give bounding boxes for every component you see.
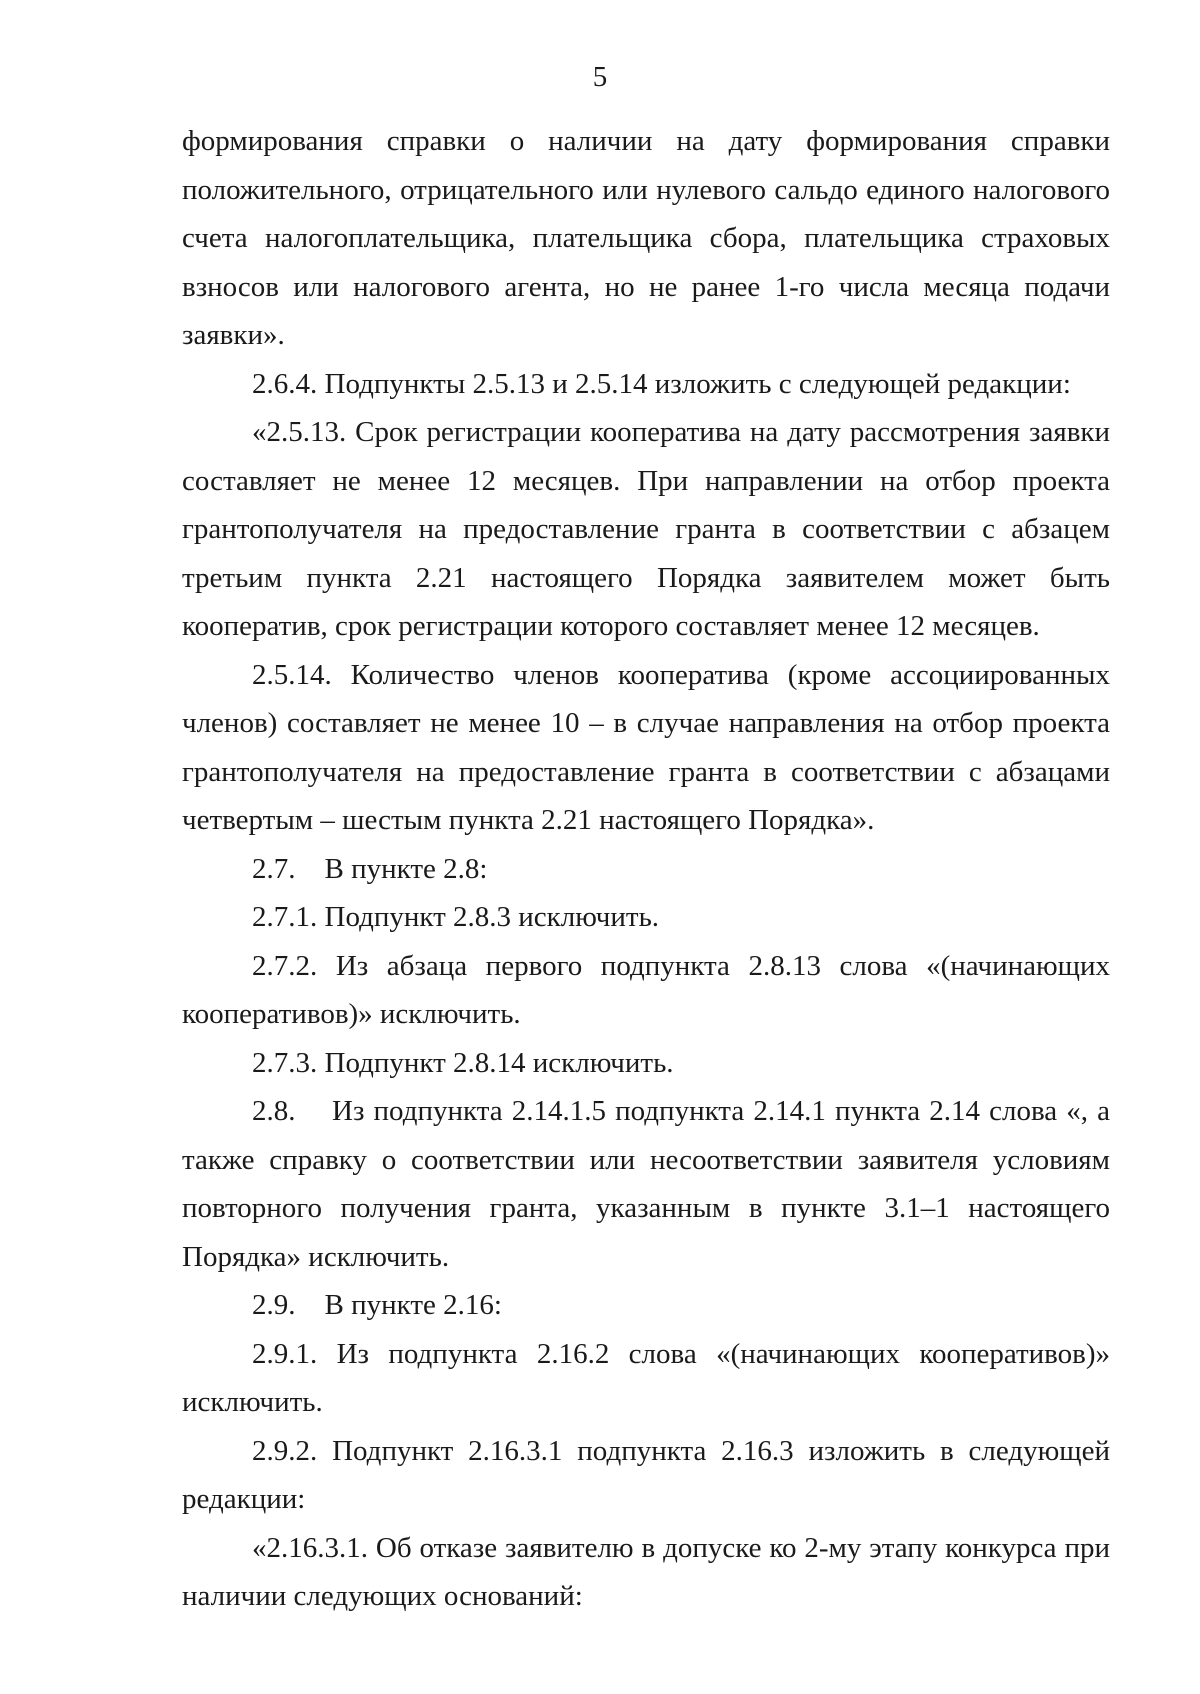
paragraph-2-7-3: 2.7.3. Подпункт 2.8.14 исключить.	[252, 1046, 674, 1079]
paragraph-2-5-13: «2.5.13. Срок регистрации кооператива на дату рассмотрения заявки составляет не менее 12 месяцев. При направлении на отбор проекта грантополучателя на предоставление гранта в соответствии с абзацем третьим пункта 2.21 настоящего Порядка заявителем может быть кооператив, срок регистрации которого составляет менее 12 месяцев.	[182, 416, 1110, 642]
paragraph-2-6-4: 2.6.4. Подпункты 2.5.13 и 2.5.14 изложить с следующей редакции:	[252, 367, 1071, 400]
paragraph-2-9-1: 2.9.1. Из подпункта 2.16.2 слова «(начинающих кооперативов)» исключить.	[182, 1337, 1110, 1418]
page-number: 5	[592, 61, 608, 93]
paragraph-continuation: формирования справки о наличии на дату формирования справки положительного, отрицательного или нулевого сальдо единого налогового счета налогоплательщика, плательщика сбора, плательщика страховых взносов или налогового агента, но не ранее 1-го числа месяца подачи заявки».	[182, 125, 1110, 351]
paragraph-2-16-3-1: «2.16.3.1. Об отказе заявителю в допуске ко 2-му этапу конкурса при наличии следующих оснований:	[182, 1531, 1110, 1612]
paragraph-2-7-2: 2.7.2. Из абзаца первого подпункта 2.8.13 слова «(начинающих кооперативов)» исключить.	[182, 949, 1110, 1030]
paragraph-2-9-2: 2.9.2. Подпункт 2.16.3.1 подпункта 2.16.3 изложить в следующей редакции:	[182, 1434, 1110, 1515]
paragraph-2-8: 2.8. Из подпункта 2.14.1.5 подпункта 2.14.1 пункта 2.14 слова «, а также справку о соответствии или несоответствии заявителя условиям повторного получения гранта, указанным в пункте 3.1–1 настоящего Порядка» исключить.	[182, 1095, 1118, 1273]
paragraph-2-7-1: 2.7.1. Подпункт 2.8.3 исключить.	[252, 901, 660, 933]
paragraph-2-9: 2.9. В пункте 2.16:	[252, 1289, 502, 1321]
paragraph-2-5-14: 2.5.14. Количество членов кооператива (кроме ассоциированных членов) составляет не менее 10 – в случае направления на отбор проекта грантополучателя на предоставление гранта в соответствии с абзацами четвертым – шестым пункта 2.21 настоящего Порядка».	[182, 658, 1110, 836]
paragraph-2-7: 2.7. В пункте 2.8:	[252, 852, 488, 885]
document-body	[182, 117, 1118, 1621]
